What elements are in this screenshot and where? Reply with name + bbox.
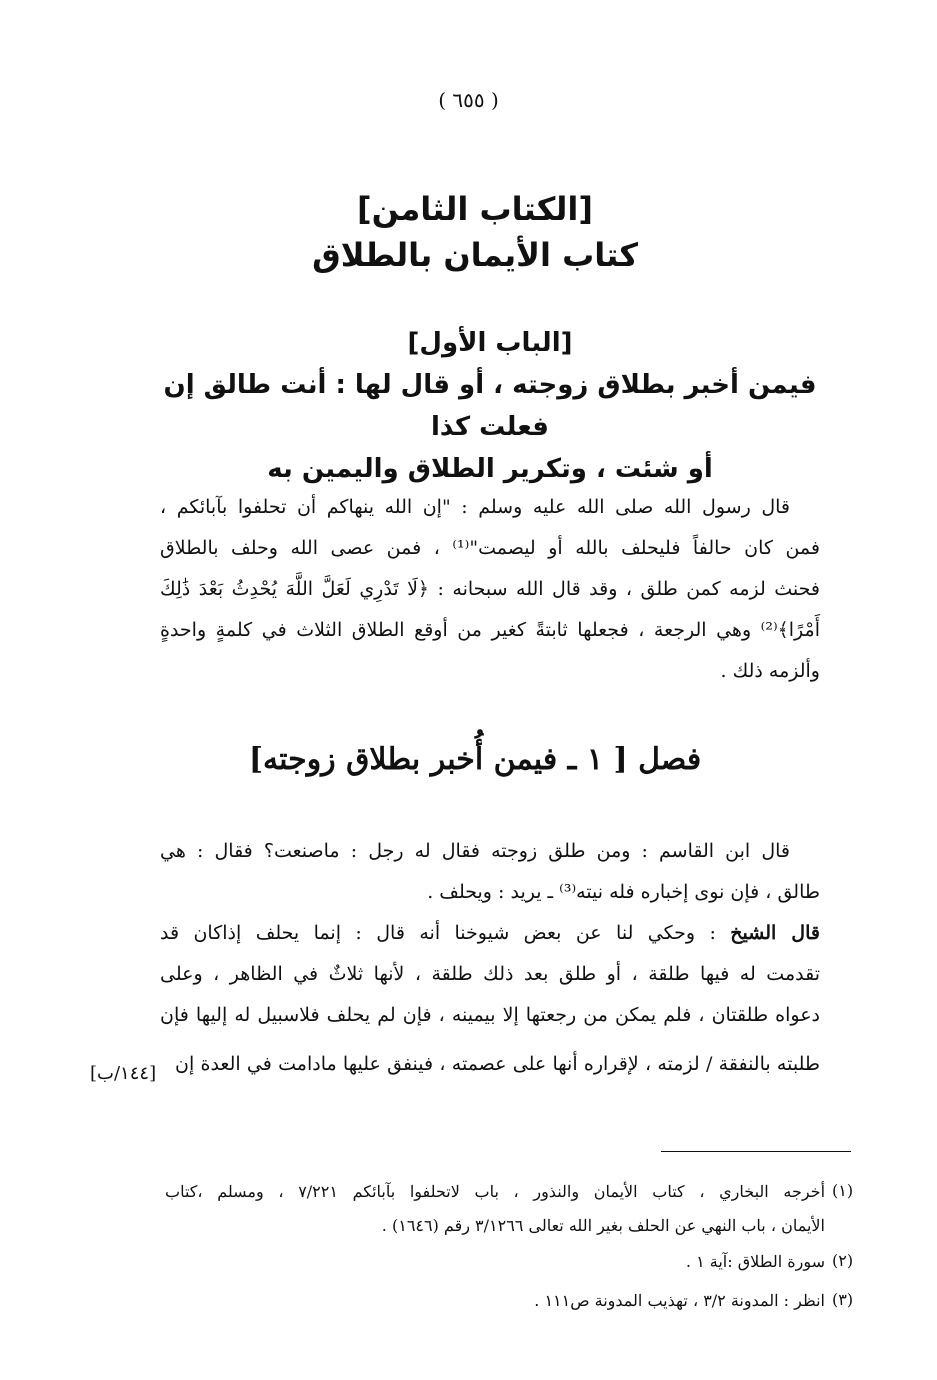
chapter-heading <box>130 322 850 490</box>
chapter-title-line: فيمن أخبر بطلاق زوجته ، أو قال لها : أنت طالق إن فعلت كذا <box>163 370 817 442</box>
body-line: طالق ، فإن نوى إخباره فله نيته⁽³⁾ ـ يريد : ويحلف . <box>427 881 820 903</box>
footnote-line: انظر : المدونة ٣/٢ ، تهذيب المدونة ص١١١ . <box>534 1291 825 1310</box>
manuscript-folio-note: [١٤٤/ب] <box>90 1063 157 1084</box>
intro-line: قال رسول الله صلى الله عليه وسلم : "إن الله ينهاكم أن تحلفوا بآبائكم ، <box>160 496 790 518</box>
footnote-number: (٣) <box>832 1290 854 1309</box>
footnote-number: (٢) <box>832 1251 854 1270</box>
body-line: دعواه طلقتان ، فلم يمكن من رجعتها إلا بيمينه ، فإن لم يحلف فلاسبيل له إليها فإن <box>160 1004 820 1026</box>
sheikh-first-line-text: : وحكي لنا عن بعض شيوخنا أنه قال : إنما يحلف إذاكان قد <box>160 922 731 944</box>
body-line: تقدمت له فيها طلقة ، أو طلق بعد ذلك طلقة ، لأنها ثلاثٌ في الظاهر ، وعلى <box>160 963 820 985</box>
footnote-number: (١) <box>832 1181 854 1200</box>
footnote-line: سورة الطلاق :آية ١ . <box>685 1252 825 1271</box>
chapter-title-line: أو شئت ، وتكرير الطلاق واليمين به <box>267 454 713 484</box>
book-label: [الكتاب الثامن] <box>357 190 593 228</box>
body-line: قال ابن القاسم : ومن طلق زوجته فقال له رجل : ماصنعت؟ فقال : هي <box>160 840 790 862</box>
intro-line: وألزمه ذلك . <box>720 660 820 682</box>
sheikh-first-line <box>160 918 820 948</box>
intro-line: فحنث لزمه كمن طلق ، وقد قال الله سبحانه : ﴿لَا تَدْرِي لَعَلَّ اللَّهَ يُحْدِثُ بَعْدَ ذَٰلِكَ <box>160 578 820 600</box>
footnote-line: الأيمان ، باب النهي عن الحلف بغير الله تعالى ٣/١٢٦٦ رقم (١٦٤٦) . <box>381 1216 825 1235</box>
sheikh-lead: قال الشيخ <box>730 922 820 944</box>
footnote-separator <box>661 1151 851 1152</box>
footnote-line: أخرجه البخاري ، كتاب الأيمان والنذور ، باب لاتحلفوا بآبائكم ٧/٢٢١ ، ومسلم ،كتاب <box>165 1182 826 1201</box>
body-line: طلبته بالنفقة / لزمته ، لإقراره أنها على عصمته ، فينفق عليها مادامت في العدة إن <box>175 1053 820 1075</box>
intro-line: أَمْرًا﴾⁽²⁾ وهي الرجعة ، فجعلها ثابتةً كغير من أوقع الطلاق الثلاث في كلمةٍ واحدةٍ <box>160 619 820 641</box>
intro-line: فمن كان حالفاً فليحلف بالله أو ليصمت"⁽¹⁾ ، فمن عصى الله وحلف بالطلاق <box>160 537 820 559</box>
chapter-label: [الباب الأول] <box>407 328 573 358</box>
section-heading: فصل [ ١ ـ فيمن أُخبر بطلاق زوجته] <box>248 742 702 777</box>
page-number: ( ٦٥٥ ) <box>438 88 499 112</box>
book-heading <box>150 186 800 278</box>
book-title: كتاب الأيمان بالطلاق <box>312 236 638 274</box>
